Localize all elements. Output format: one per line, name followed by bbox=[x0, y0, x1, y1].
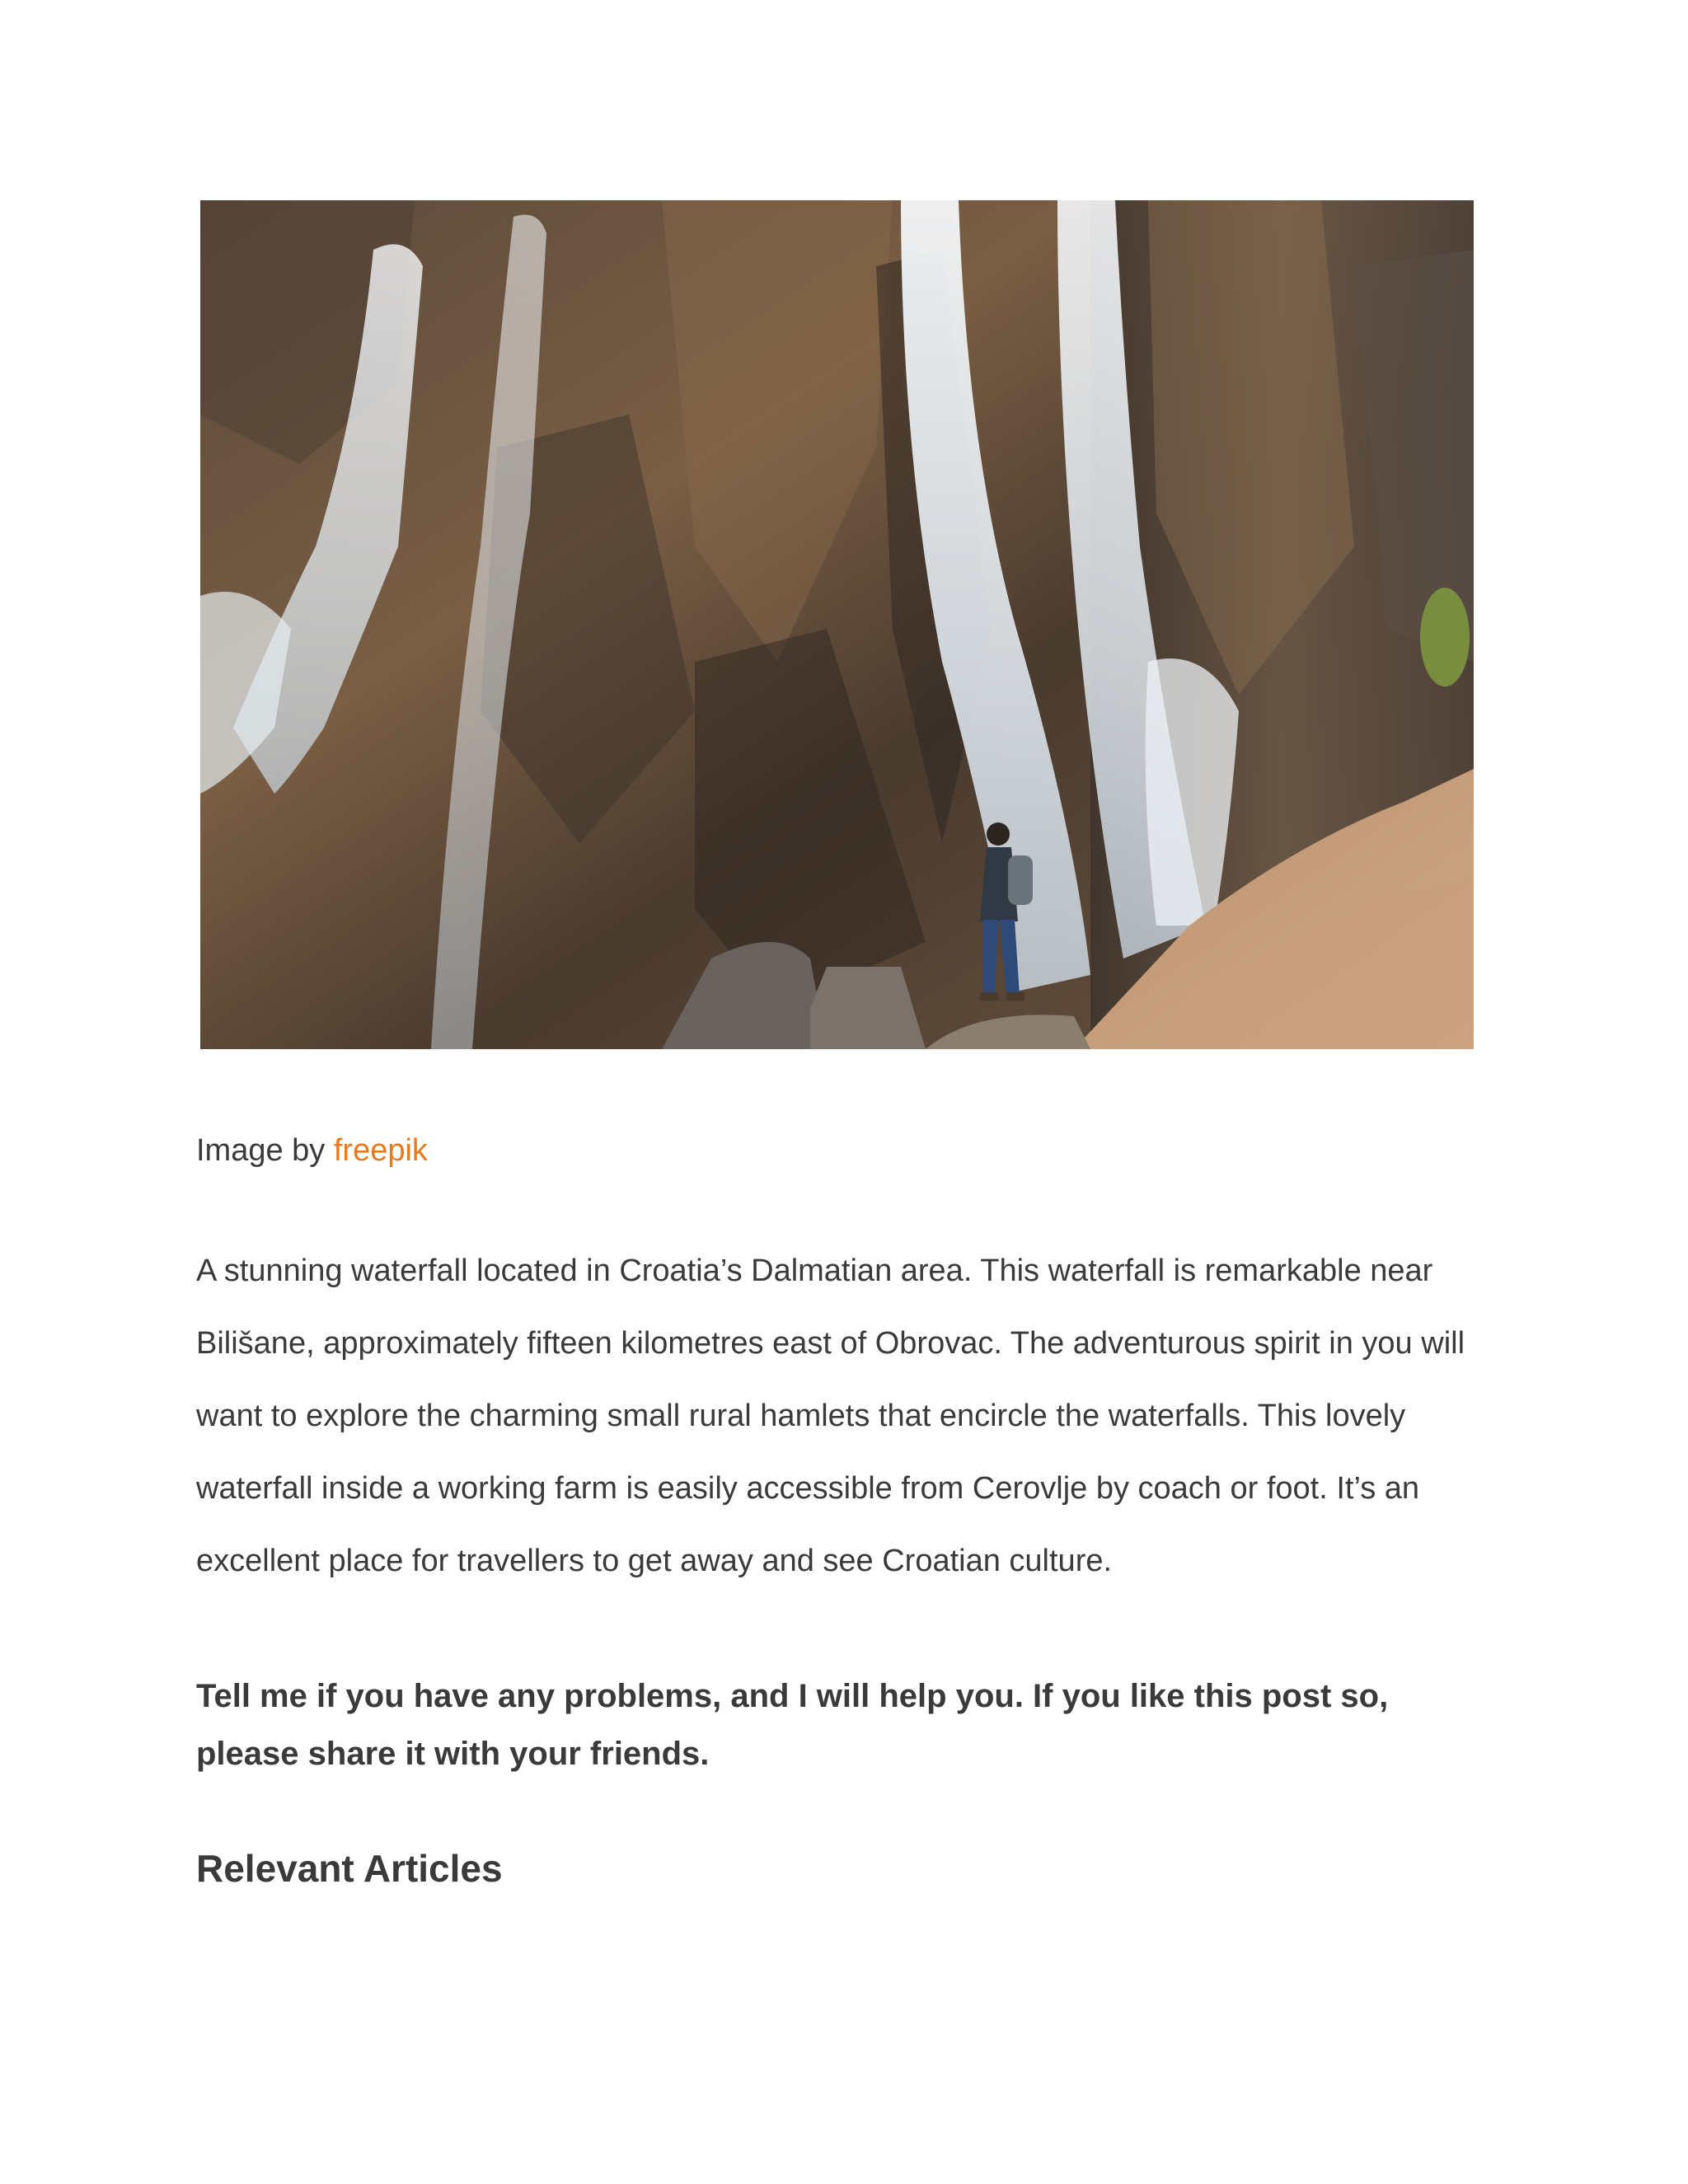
featured-image bbox=[200, 200, 1474, 1049]
freepik-link[interactable]: freepik bbox=[333, 1133, 428, 1168]
relevant-articles-heading: Relevant Articles bbox=[196, 1847, 503, 1890]
article-paragraph: A stunning waterfall located in Croatia’s Dalmatian area. This waterfall is remarkable near Bilišane, approximately fifteen kilometres east of Obrovac. The adventurous spirit in you will want to explore the charming small rural hamlets that encircle the waterfalls. This lovely waterfall inside a working farm is easily accessible from Cerovlje by coach or foot. It’s an excellent place for travellers to get away and see Croatian culture. bbox=[196, 1254, 1465, 1578]
call-to-action: Tell me if you have any problems, and I will help you. If you like this post so, please share it with your friends. bbox=[196, 1678, 1389, 1772]
image-credit-prefix: Image by bbox=[196, 1133, 334, 1168]
image-credit bbox=[196, 1127, 428, 1174]
